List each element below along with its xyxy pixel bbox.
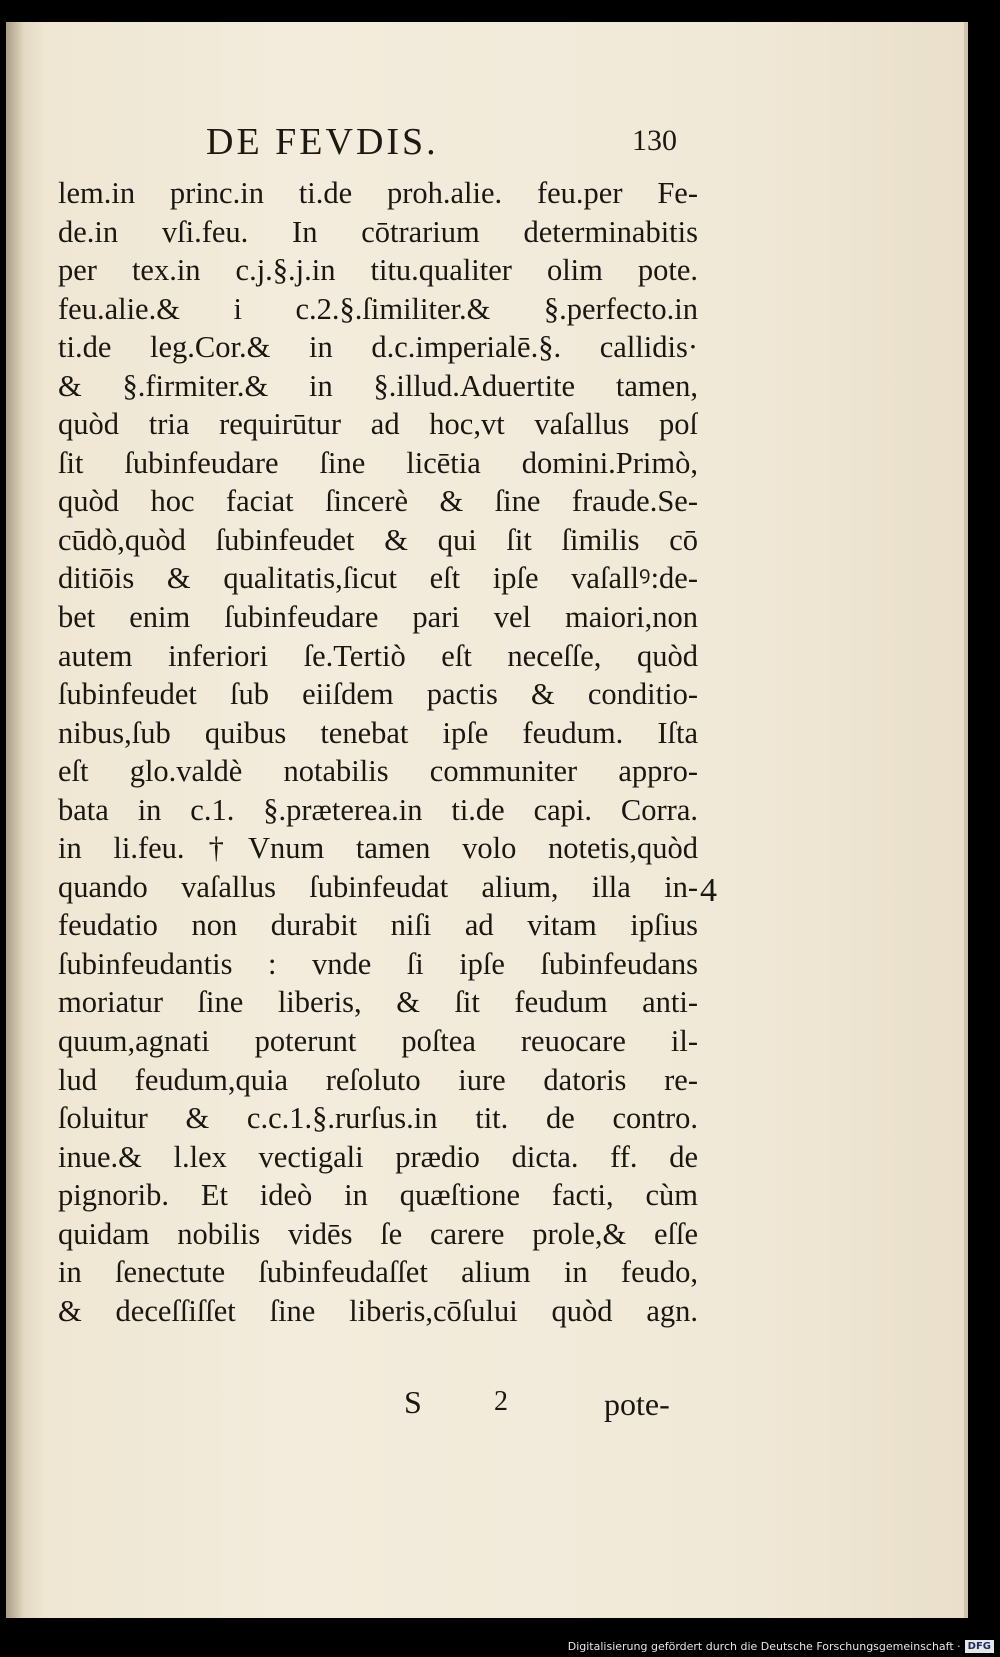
text-line: quando vaſallus ſubinfeudat alium, illa in-: [58, 869, 698, 904]
page-footer: [404, 1384, 694, 1428]
text-line: lem.in princ.in ti.de proh.alie. feu.per Fe-: [58, 176, 698, 210]
body-text: [58, 174, 698, 1330]
credit-text: Digitalisierung gefördert durch die Deutsche Forschungsgemeinschaft ·: [567, 1639, 961, 1653]
page-header: [206, 120, 706, 176]
text-line: eſt glo.valdè notabilis communiter appro-: [58, 754, 698, 789]
text-line: in ſenectute ſubinfeudaſſet alium in feudo,: [58, 1255, 698, 1290]
text-line: de.in vſi.feu. In cōtrarium determinabitis: [58, 214, 698, 249]
text-line: ti.de leg.Cor.& in d.c.imperialē.§. callidis·: [58, 330, 698, 365]
text-line: per tex.in c.j.§.j.in titu.qualiter olim pote.: [58, 253, 698, 288]
margin-note-number: 4: [700, 872, 717, 909]
signature-number: 2: [494, 1386, 508, 1417]
text-line: in li.feu.†Vnum tamen volo notetis,quòd: [58, 831, 698, 866]
text-line: moriatur ſine liberis, & ſit feudum anti-: [58, 985, 698, 1020]
text-line: quum,agnati poterunt poſtea reuocare il-: [58, 1024, 698, 1059]
catchword: pote-: [604, 1386, 670, 1422]
text-line: ſit ſubinfeudare ſine licētia domini.Primò,: [58, 445, 698, 480]
text-line: inue.& l.lex vectigali prædio dicta. ff. de: [58, 1139, 698, 1174]
text-line: pignorib. Et ideò in quæſtione facti, cùm: [58, 1178, 698, 1213]
text-line: & deceſſiſſet ſine liberis,cōſului quòd agn.: [58, 1293, 698, 1328]
book-page: [6, 22, 968, 1618]
text-line: feu.alie.& i c.2.§.ſimiliter.& §.perfecto.in: [58, 291, 698, 326]
text-line: quòd tria requirūtur ad hoc,vt vaſallus poſ: [58, 407, 698, 442]
text-line: cūdò,quòd ſubinfeudet & qui ſit ſimilis cō: [58, 522, 698, 557]
text-line: lud feudum,quia reſoluto iure datoris re-: [58, 1062, 698, 1097]
text-line: feudatio non durabit niſi ad vitam ipſius: [58, 908, 698, 943]
text-line: ſubinfeudet ſub eiiſdem pactis & conditio-: [58, 677, 698, 712]
signature-mark: S: [404, 1384, 422, 1420]
running-title: DE FEVDIS.: [206, 121, 439, 163]
text-line: ditiōis & qualitatis,ſicut eſt ipſe vaſallꝰ:de-: [58, 561, 698, 596]
text-line: bata in c.1. §.præterea.in ti.de capi. Corra.: [58, 792, 698, 827]
text-line: nibus,ſub quibus tenebat ipſe feudum. Iſta: [58, 715, 698, 750]
dfg-logo-icon: DFG: [965, 1640, 994, 1653]
page-number: 130: [632, 124, 677, 157]
text-line: ſoluitur & c.c.1.§.rurſus.in tit. de contro.: [58, 1101, 698, 1136]
text-line: ſubinfeudantis : vnde ſi ipſe ſubinfeudans: [58, 946, 698, 981]
digitization-credit: [568, 1638, 994, 1654]
text-line: quòd hoc faciat ſincerè & ſine fraude.Se-: [58, 484, 698, 519]
text-line: & §.firmiter.& in §.illud.Aduertite tamen,: [58, 368, 698, 403]
text-line: quidam nobilis vidēs ſe carere prole,& eſſe: [58, 1216, 698, 1251]
text-line: autem inferiori ſe.Tertiò eſt neceſſe, quòd: [58, 638, 698, 673]
text-line: bet enim ſubinfeudare pari vel maiori,non: [58, 600, 698, 635]
